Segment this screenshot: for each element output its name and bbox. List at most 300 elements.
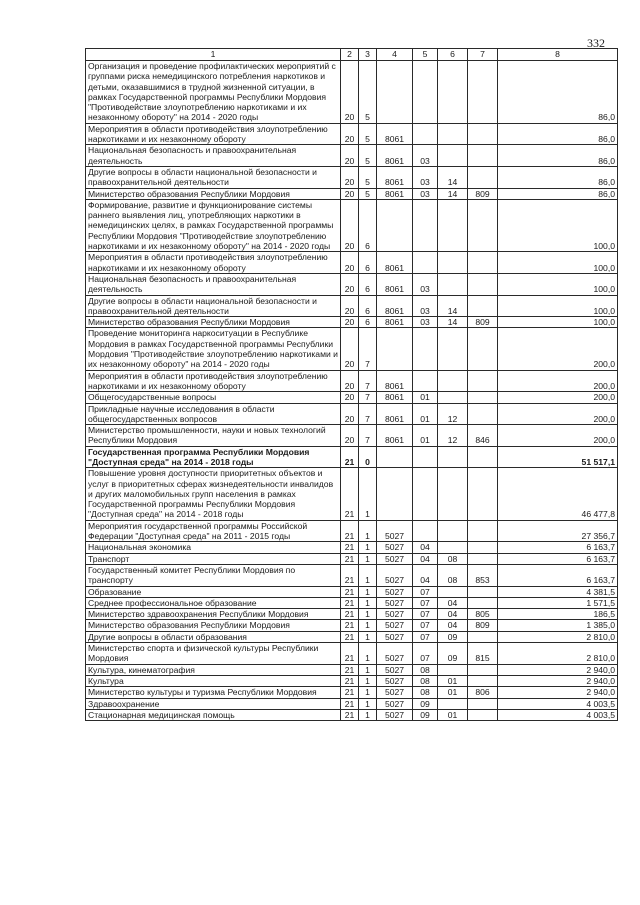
table-row — [86, 687, 618, 698]
row-code-cell: 04 — [413, 553, 438, 564]
table-row — [86, 403, 618, 425]
row-code-cell: 21 — [341, 609, 359, 620]
table-row — [86, 273, 618, 295]
row-name-cell: Формирование, развитие и функционирование системы раннего выявления лиц, употребляющих наркотики в немедицинских целях, в рамках Государственной программы Республики Мордовия "Противодействие злоупотреблению наркотиками и их незаконному обороту" на 2014 - 2020 годы — [86, 199, 341, 251]
table-row — [86, 425, 618, 447]
row-name-cell: Государственный комитет Республики Мордовия по транспорту — [86, 564, 341, 586]
row-code-cell: 09 — [413, 698, 438, 709]
row-code-cell: 21 — [341, 675, 359, 686]
row-amount-cell: 200,0 — [498, 403, 618, 425]
row-code-cell — [413, 468, 438, 520]
row-code-cell — [468, 273, 498, 295]
row-code-cell: 5027 — [377, 553, 413, 564]
row-code-cell — [438, 468, 468, 520]
row-code-cell: 5027 — [377, 564, 413, 586]
row-code-cell — [413, 446, 438, 468]
row-name-cell: Национальная экономика — [86, 542, 341, 553]
col-header-2: 2 — [341, 49, 359, 61]
row-code-cell: 8061 — [377, 123, 413, 145]
table-row — [86, 199, 618, 251]
row-code-cell: 5027 — [377, 597, 413, 608]
row-amount-cell: 100,0 — [498, 317, 618, 328]
row-code-cell: 21 — [341, 631, 359, 642]
table-row — [86, 317, 618, 328]
row-name-cell: Министерство образования Республики Мордовия — [86, 188, 341, 199]
row-code-cell: 21 — [341, 468, 359, 520]
row-code-cell: 21 — [341, 620, 359, 631]
row-amount-cell: 2 940,0 — [498, 675, 618, 686]
row-code-cell — [438, 586, 468, 597]
row-name-cell: Здравоохранение — [86, 698, 341, 709]
row-code-cell — [438, 273, 468, 295]
row-code-cell — [468, 199, 498, 251]
col-header-6: 6 — [438, 49, 468, 61]
row-code-cell: 08 — [413, 664, 438, 675]
row-code-cell: 5027 — [377, 620, 413, 631]
row-code-cell — [468, 586, 498, 597]
row-code-cell: 1 — [359, 709, 377, 720]
row-code-cell — [413, 252, 438, 274]
row-code-cell: 01 — [413, 392, 438, 403]
row-code-cell: 20 — [341, 145, 359, 167]
row-code-cell — [438, 61, 468, 124]
row-code-cell: 5027 — [377, 586, 413, 597]
row-code-cell — [438, 542, 468, 553]
row-code-cell: 20 — [341, 61, 359, 124]
row-code-cell: 03 — [413, 166, 438, 188]
row-code-cell: 01 — [438, 709, 468, 720]
col-header-8: 8 — [498, 49, 618, 61]
row-code-cell — [468, 392, 498, 403]
row-code-cell — [468, 403, 498, 425]
row-amount-cell: 200,0 — [498, 425, 618, 447]
row-code-cell — [413, 199, 438, 251]
row-code-cell: 14 — [438, 317, 468, 328]
row-amount-cell: 51 517,1 — [498, 446, 618, 468]
row-name-cell: Мероприятия в области противодействия злоупотреблению наркотиками и их незаконному обороту — [86, 123, 341, 145]
row-amount-cell: 4 381,5 — [498, 586, 618, 597]
table-row — [86, 597, 618, 608]
row-code-cell: 21 — [341, 687, 359, 698]
row-amount-cell: 6 163,7 — [498, 564, 618, 586]
page-number: 332 — [587, 36, 605, 50]
row-code-cell: 20 — [341, 166, 359, 188]
row-code-cell — [468, 675, 498, 686]
row-code-cell — [468, 553, 498, 564]
row-code-cell: 809 — [468, 317, 498, 328]
row-code-cell — [468, 664, 498, 675]
row-code-cell: 08 — [413, 687, 438, 698]
row-code-cell: 20 — [341, 403, 359, 425]
row-amount-cell: 200,0 — [498, 392, 618, 403]
budget-table — [85, 48, 618, 721]
row-code-cell: 8061 — [377, 145, 413, 167]
row-code-cell: 6 — [359, 295, 377, 317]
table-row — [86, 468, 618, 520]
row-code-cell — [377, 61, 413, 124]
row-code-cell: 5 — [359, 188, 377, 199]
row-code-cell — [468, 328, 498, 370]
row-code-cell: 1 — [359, 698, 377, 709]
row-code-cell — [468, 61, 498, 124]
row-name-cell: Образование — [86, 586, 341, 597]
row-code-cell: 1 — [359, 620, 377, 631]
row-amount-cell: 100,0 — [498, 295, 618, 317]
row-code-cell: 20 — [341, 317, 359, 328]
table-row — [86, 188, 618, 199]
row-name-cell: Культура, кинематография — [86, 664, 341, 675]
row-code-cell: 21 — [341, 597, 359, 608]
row-code-cell: 1 — [359, 631, 377, 642]
row-code-cell: 08 — [438, 553, 468, 564]
table-row — [86, 564, 618, 586]
row-code-cell — [468, 295, 498, 317]
row-amount-cell: 100,0 — [498, 199, 618, 251]
row-code-cell — [468, 597, 498, 608]
row-code-cell: 6 — [359, 273, 377, 295]
row-amount-cell: 6 163,7 — [498, 542, 618, 553]
row-code-cell — [438, 446, 468, 468]
row-code-cell — [468, 446, 498, 468]
row-code-cell: 8061 — [377, 392, 413, 403]
row-code-cell: 07 — [413, 586, 438, 597]
row-name-cell: Среднее профессиональное образование — [86, 597, 341, 608]
row-code-cell: 5027 — [377, 631, 413, 642]
row-code-cell: 20 — [341, 392, 359, 403]
row-amount-cell: 86,0 — [498, 123, 618, 145]
row-amount-cell: 2 940,0 — [498, 664, 618, 675]
row-code-cell: 7 — [359, 370, 377, 392]
row-code-cell: 12 — [438, 425, 468, 447]
row-amount-cell: 46 477,8 — [498, 468, 618, 520]
row-code-cell: 21 — [341, 520, 359, 542]
table-body — [86, 61, 618, 721]
col-header-1: 1 — [86, 49, 341, 61]
row-code-cell — [468, 468, 498, 520]
row-code-cell — [468, 145, 498, 167]
row-code-cell: 03 — [413, 188, 438, 199]
row-code-cell: 1 — [359, 586, 377, 597]
row-code-cell: 8061 — [377, 425, 413, 447]
row-code-cell: 7 — [359, 328, 377, 370]
row-name-cell: Мероприятия в области противодействия злоупотреблению наркотиками и их незаконному обороту — [86, 370, 341, 392]
row-amount-cell: 2 810,0 — [498, 643, 618, 665]
row-code-cell: 14 — [438, 295, 468, 317]
row-code-cell: 1 — [359, 609, 377, 620]
table-row — [86, 392, 618, 403]
row-code-cell: 20 — [341, 328, 359, 370]
row-code-cell: 846 — [468, 425, 498, 447]
row-code-cell: 1 — [359, 520, 377, 542]
row-code-cell — [413, 370, 438, 392]
col-header-7: 7 — [468, 49, 498, 61]
row-name-cell: Министерство промышленности, науки и новых технологий Республики Мордовия — [86, 425, 341, 447]
row-code-cell — [438, 123, 468, 145]
row-name-cell: Проведение мониторинга наркоситуации в Республике Мордовия в рамках Государственной программы Республики Мордовия "Противодействие злоупотреблению наркотиками и их незаконному обороту" на 2014 - 2020 годы — [86, 328, 341, 370]
row-amount-cell: 4 003,5 — [498, 698, 618, 709]
row-code-cell: 04 — [438, 609, 468, 620]
row-name-cell: Общегосударственные вопросы — [86, 392, 341, 403]
row-code-cell: 5 — [359, 145, 377, 167]
row-amount-cell: 86,0 — [498, 166, 618, 188]
table-row — [86, 664, 618, 675]
table-row — [86, 145, 618, 167]
row-code-cell — [468, 252, 498, 274]
row-name-cell: Мероприятия в области противодействия злоупотреблению наркотиками и их незаконному обороту — [86, 252, 341, 274]
row-code-cell: 04 — [438, 620, 468, 631]
table-row — [86, 370, 618, 392]
table-row — [86, 586, 618, 597]
row-name-cell: Другие вопросы в области национальной безопасности и правоохранительной деятельности — [86, 166, 341, 188]
row-code-cell: 5027 — [377, 542, 413, 553]
row-amount-cell: 1 385,0 — [498, 620, 618, 631]
row-code-cell — [413, 520, 438, 542]
row-code-cell: 01 — [438, 687, 468, 698]
row-name-cell: Национальная безопасность и правоохранительная деятельность — [86, 273, 341, 295]
row-name-cell: Повышение уровня доступности приоритетных объектов и услуг в приоритетных сферах жизнедеятельности инвалидов и других маломобильных групп населения в рамках Государственной программы Республики Мордовия "Доступная среда" на 2014 - 2018 годы — [86, 468, 341, 520]
row-name-cell: Министерство образования Республики Мордовия — [86, 317, 341, 328]
row-code-cell — [468, 123, 498, 145]
row-code-cell: 1 — [359, 542, 377, 553]
row-code-cell: 1 — [359, 675, 377, 686]
row-code-cell: 8061 — [377, 317, 413, 328]
row-code-cell: 21 — [341, 446, 359, 468]
row-code-cell — [438, 520, 468, 542]
row-code-cell: 6 — [359, 317, 377, 328]
table-row — [86, 123, 618, 145]
row-code-cell — [377, 199, 413, 251]
row-code-cell: 8061 — [377, 166, 413, 188]
row-amount-cell: 100,0 — [498, 273, 618, 295]
table-row — [86, 709, 618, 720]
row-code-cell — [413, 61, 438, 124]
row-amount-cell: 1 571,5 — [498, 597, 618, 608]
row-code-cell: 8061 — [377, 252, 413, 274]
row-code-cell: 805 — [468, 609, 498, 620]
row-code-cell: 03 — [413, 273, 438, 295]
row-code-cell: 14 — [438, 166, 468, 188]
row-code-cell: 20 — [341, 370, 359, 392]
row-name-cell: Стационарная медицинская помощь — [86, 709, 341, 720]
row-name-cell: Другие вопросы в области образования — [86, 631, 341, 642]
table-row — [86, 631, 618, 642]
row-code-cell: 5027 — [377, 675, 413, 686]
row-code-cell: 03 — [413, 295, 438, 317]
row-code-cell: 809 — [468, 188, 498, 199]
row-code-cell: 1 — [359, 643, 377, 665]
row-code-cell: 5027 — [377, 664, 413, 675]
table-row — [86, 643, 618, 665]
row-code-cell: 07 — [413, 631, 438, 642]
row-name-cell: Министерство здравоохранения Республики Мордовия — [86, 609, 341, 620]
row-amount-cell: 100,0 — [498, 252, 618, 274]
table-row — [86, 61, 618, 124]
row-code-cell — [468, 370, 498, 392]
table-row — [86, 328, 618, 370]
row-code-cell — [468, 631, 498, 642]
row-code-cell — [413, 123, 438, 145]
row-code-cell: 5 — [359, 166, 377, 188]
row-code-cell — [468, 542, 498, 553]
row-name-cell: Министерство культуры и туризма Республики Мордовия — [86, 687, 341, 698]
table-row — [86, 166, 618, 188]
table-row — [86, 520, 618, 542]
row-name-cell: Организация и проведение профилактических мероприятий с группами риска немедицинского потребления наркотиков и детьми, оказавшимися в трудной жизненной ситуации, в рамках Государственной программы Республики Мордовия "Противодействие злоупотреблению наркотиками и их незаконному обороту" на 2014 - 2020 годы — [86, 61, 341, 124]
row-code-cell: 5027 — [377, 520, 413, 542]
row-name-cell: Транспорт — [86, 553, 341, 564]
row-code-cell: 1 — [359, 597, 377, 608]
row-code-cell: 815 — [468, 643, 498, 665]
row-code-cell — [438, 145, 468, 167]
row-name-cell: Министерство образования Республики Мордовия — [86, 620, 341, 631]
row-code-cell: 21 — [341, 553, 359, 564]
row-code-cell: 01 — [438, 675, 468, 686]
row-amount-cell: 4 003,5 — [498, 709, 618, 720]
row-code-cell: 806 — [468, 687, 498, 698]
row-code-cell: 5027 — [377, 687, 413, 698]
row-code-cell: 5 — [359, 61, 377, 124]
row-code-cell: 1 — [359, 553, 377, 564]
row-amount-cell: 86,0 — [498, 188, 618, 199]
row-code-cell: 1 — [359, 564, 377, 586]
table-row — [86, 446, 618, 468]
table-row — [86, 542, 618, 553]
row-code-cell: 5027 — [377, 709, 413, 720]
row-amount-cell: 200,0 — [498, 328, 618, 370]
row-code-cell: 7 — [359, 392, 377, 403]
row-code-cell: 08 — [413, 675, 438, 686]
row-code-cell: 03 — [413, 317, 438, 328]
row-code-cell — [377, 446, 413, 468]
row-code-cell: 0 — [359, 446, 377, 468]
table-row — [86, 675, 618, 686]
row-code-cell: 8061 — [377, 403, 413, 425]
row-amount-cell: 86,0 — [498, 145, 618, 167]
row-code-cell — [468, 698, 498, 709]
row-code-cell: 04 — [413, 542, 438, 553]
row-code-cell: 5027 — [377, 698, 413, 709]
col-header-3: 3 — [359, 49, 377, 61]
row-name-cell: Мероприятия государственной программы Российской Федерации "Доступная среда" на 2011 - 2015 годы — [86, 520, 341, 542]
row-amount-cell: 6 163,7 — [498, 553, 618, 564]
table-row — [86, 620, 618, 631]
row-code-cell — [413, 328, 438, 370]
row-code-cell — [438, 252, 468, 274]
row-code-cell: 20 — [341, 425, 359, 447]
row-code-cell: 8061 — [377, 370, 413, 392]
row-code-cell — [377, 468, 413, 520]
row-code-cell: 809 — [468, 620, 498, 631]
row-name-cell: Государственная программа Республики Мордовия "Доступная среда" на 2014 - 2018 годы — [86, 446, 341, 468]
row-code-cell: 01 — [413, 425, 438, 447]
row-code-cell — [438, 370, 468, 392]
row-code-cell: 14 — [438, 188, 468, 199]
row-code-cell — [438, 698, 468, 709]
row-code-cell: 8061 — [377, 295, 413, 317]
row-code-cell: 21 — [341, 564, 359, 586]
row-code-cell: 21 — [341, 542, 359, 553]
row-code-cell: 07 — [413, 597, 438, 608]
row-code-cell: 09 — [438, 631, 468, 642]
table-row — [86, 553, 618, 564]
row-code-cell — [438, 328, 468, 370]
row-name-cell: Культура — [86, 675, 341, 686]
row-code-cell: 21 — [341, 709, 359, 720]
row-code-cell: 20 — [341, 199, 359, 251]
row-name-cell: Прикладные научные исследования в области общегосударственных вопросов — [86, 403, 341, 425]
row-code-cell: 04 — [413, 564, 438, 586]
row-code-cell: 12 — [438, 403, 468, 425]
row-code-cell: 03 — [413, 145, 438, 167]
table-row — [86, 698, 618, 709]
row-code-cell: 20 — [341, 252, 359, 274]
row-code-cell: 6 — [359, 252, 377, 274]
row-code-cell: 5 — [359, 123, 377, 145]
row-code-cell: 07 — [413, 620, 438, 631]
row-name-cell: Национальная безопасность и правоохранительная деятельность — [86, 145, 341, 167]
row-amount-cell: 27 356,7 — [498, 520, 618, 542]
row-code-cell — [468, 520, 498, 542]
row-code-cell: 07 — [413, 609, 438, 620]
row-code-cell: 1 — [359, 664, 377, 675]
row-code-cell: 20 — [341, 123, 359, 145]
row-code-cell: 853 — [468, 564, 498, 586]
row-code-cell: 21 — [341, 643, 359, 665]
row-amount-cell: 186,5 — [498, 609, 618, 620]
row-code-cell: 04 — [438, 597, 468, 608]
row-name-cell: Министерство спорта и физической культуры Республики Мордовия — [86, 643, 341, 665]
row-code-cell: 8061 — [377, 273, 413, 295]
row-code-cell: 20 — [341, 188, 359, 199]
row-code-cell: 21 — [341, 664, 359, 675]
row-code-cell — [438, 199, 468, 251]
row-amount-cell: 2 810,0 — [498, 631, 618, 642]
row-code-cell: 8061 — [377, 188, 413, 199]
row-code-cell — [468, 166, 498, 188]
row-code-cell: 1 — [359, 468, 377, 520]
row-code-cell: 6 — [359, 199, 377, 251]
row-code-cell: 1 — [359, 687, 377, 698]
table-row — [86, 609, 618, 620]
row-code-cell: 7 — [359, 425, 377, 447]
row-code-cell — [468, 709, 498, 720]
row-amount-cell: 86,0 — [498, 61, 618, 124]
row-code-cell: 5027 — [377, 609, 413, 620]
row-amount-cell: 2 940,0 — [498, 687, 618, 698]
row-name-cell: Другие вопросы в области национальной безопасности и правоохранительной деятельности — [86, 295, 341, 317]
row-code-cell: 20 — [341, 295, 359, 317]
row-code-cell — [377, 328, 413, 370]
row-code-cell: 01 — [413, 403, 438, 425]
table-row — [86, 252, 618, 274]
row-code-cell: 07 — [413, 643, 438, 665]
row-code-cell: 20 — [341, 273, 359, 295]
row-code-cell: 09 — [413, 709, 438, 720]
row-code-cell — [438, 664, 468, 675]
row-code-cell: 09 — [438, 643, 468, 665]
table-row — [86, 295, 618, 317]
row-code-cell — [438, 392, 468, 403]
row-amount-cell: 200,0 — [498, 370, 618, 392]
row-code-cell: 08 — [438, 564, 468, 586]
row-code-cell: 5027 — [377, 643, 413, 665]
row-code-cell: 21 — [341, 586, 359, 597]
col-header-4: 4 — [377, 49, 413, 61]
row-code-cell: 21 — [341, 698, 359, 709]
table-header-row — [86, 49, 618, 61]
col-header-5: 5 — [413, 49, 438, 61]
row-code-cell: 7 — [359, 403, 377, 425]
